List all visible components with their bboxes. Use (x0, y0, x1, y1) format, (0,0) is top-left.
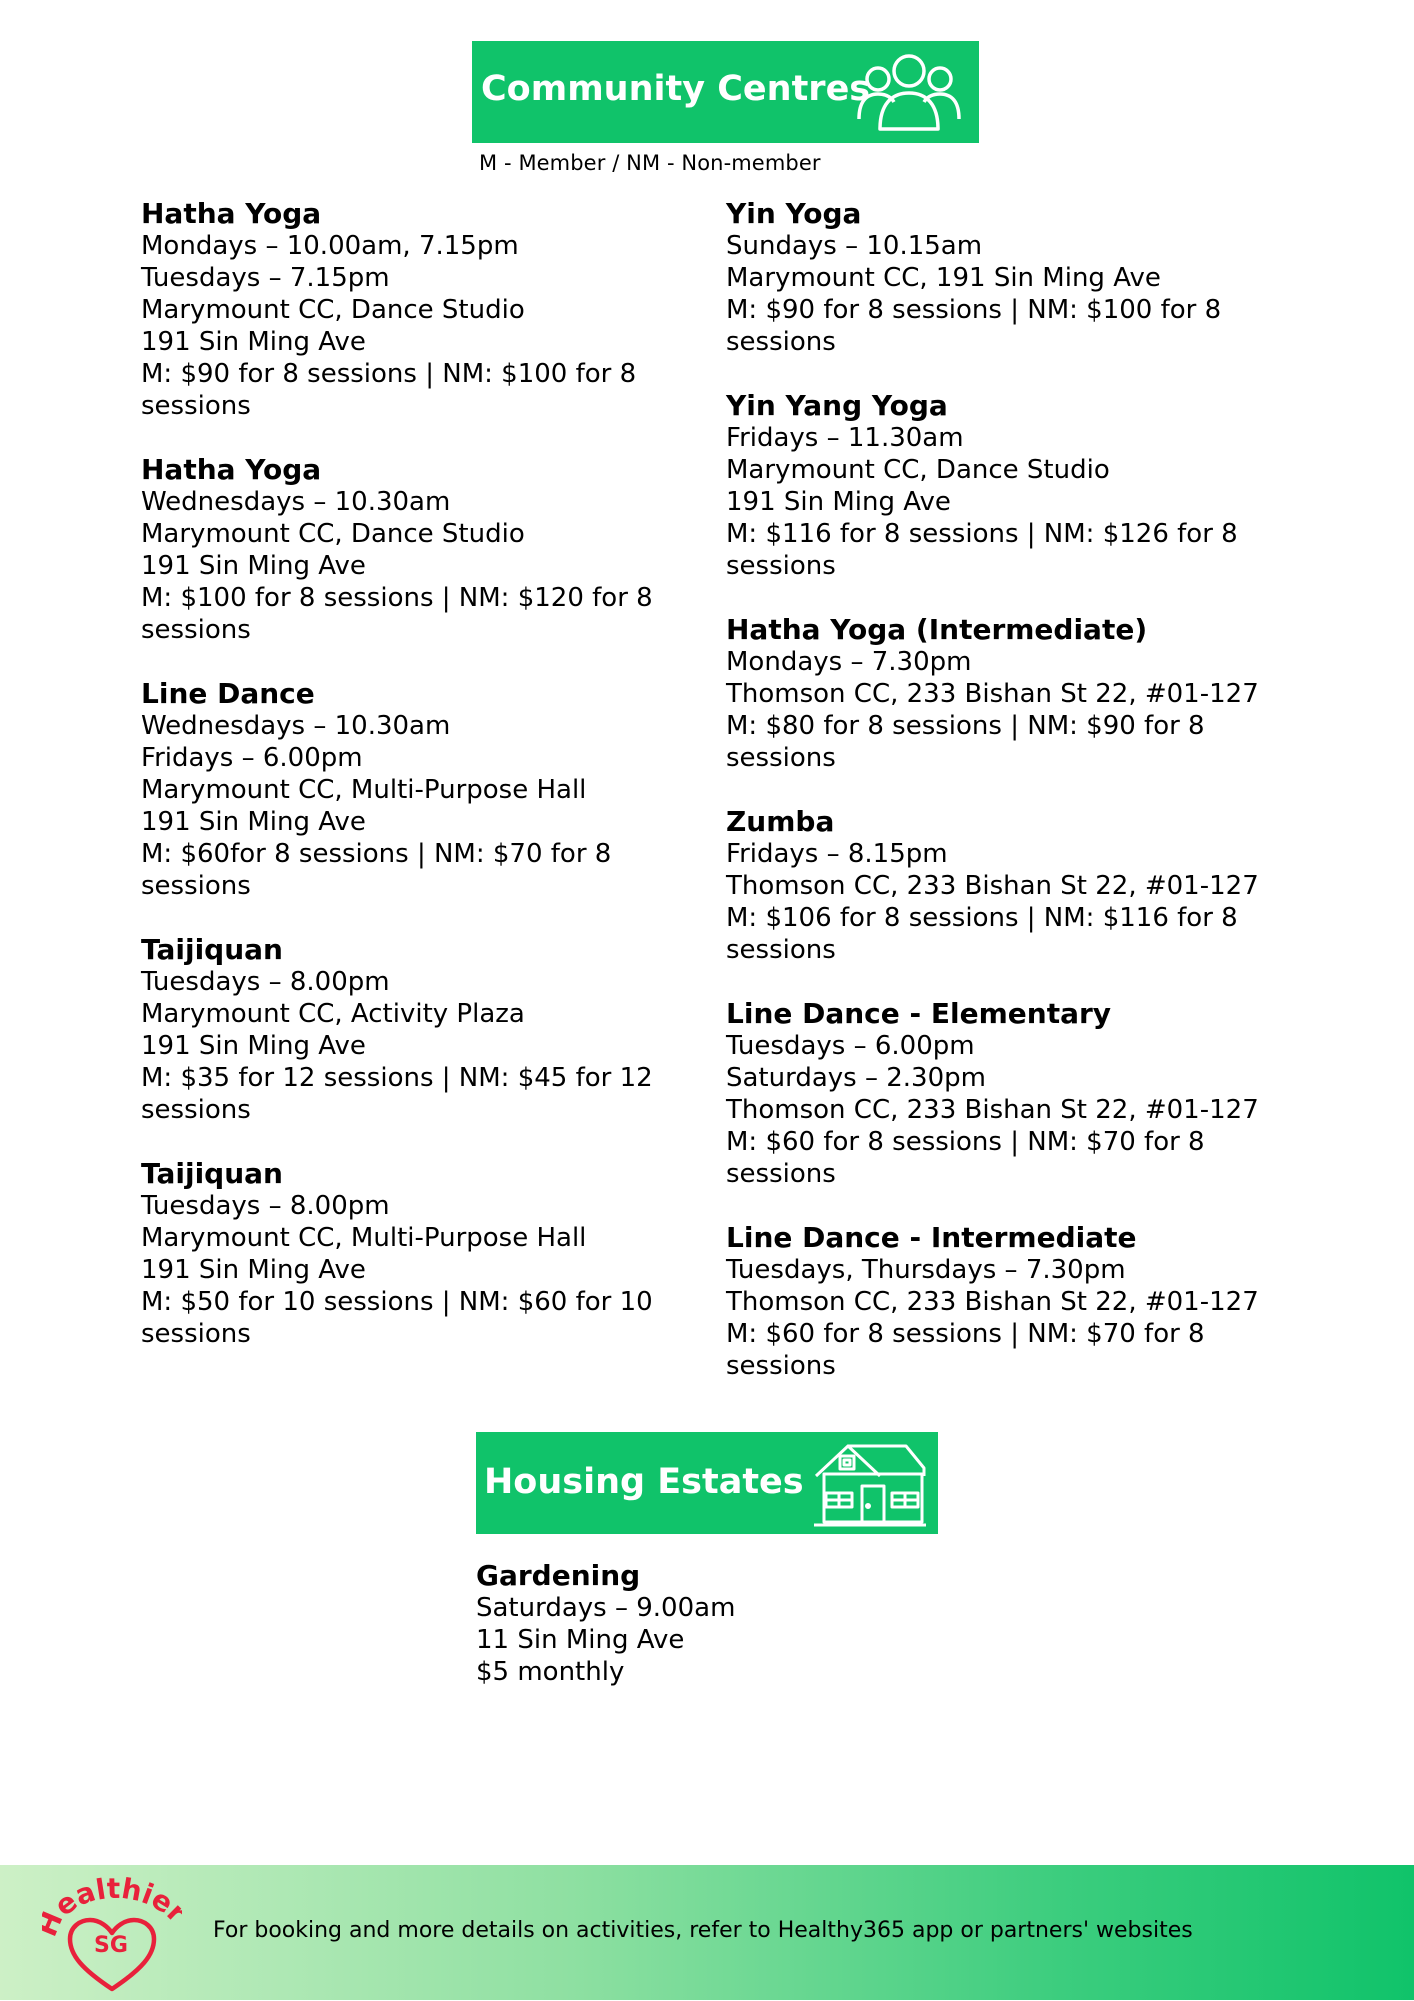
housing-activity-list (476, 1560, 735, 1720)
activity-name: Hatha Yoga (141, 453, 322, 486)
activity-detail: Tuesdays – 7.15pm (141, 263, 390, 293)
activity-detail: Saturdays – 9.00am (476, 1593, 736, 1623)
activity-detail: 191 Sin Ming Ave (141, 1031, 366, 1061)
activity-detail: Thomson CC, 233 Bishan St 22, #01-127 (726, 1287, 1259, 1317)
activity-detail: Tuesdays – 8.00pm (141, 967, 390, 997)
activity-detail: Wednesdays – 10.30am (141, 487, 451, 517)
logo-text: ealthie (48, 1877, 179, 1923)
activity-name: Line Dance (141, 677, 315, 710)
activity-detail: Tuesdays – 8.00pm (141, 1191, 390, 1221)
housing-estates-title: Housing Estates (484, 1462, 804, 1502)
activity-name: Gardening (476, 1559, 641, 1592)
activity-name: Yin Yang Yoga (726, 389, 948, 422)
activity-detail: Marymount CC, Dance Studio (141, 295, 525, 325)
activity-detail: Thomson CC, 233 Bishan St 22, #01-127 (726, 679, 1259, 709)
activity-block (726, 198, 1366, 358)
activity-detail: Tuesdays, Thursdays – 7.30pm (726, 1255, 1126, 1285)
activity-detail: 191 Sin Ming Ave (141, 807, 366, 837)
member-legend: M - Member / NM - Non-member (479, 151, 821, 175)
footer (0, 1865, 1414, 2000)
activity-block (141, 1158, 701, 1350)
activity-detail: Wednesdays – 10.30am (141, 711, 451, 741)
activity-block (141, 934, 701, 1126)
activity-name: Line Dance - Elementary (726, 997, 1112, 1030)
activity-name: Line Dance - Intermediate (726, 1221, 1137, 1254)
activity-block (476, 1560, 735, 1688)
activity-detail: Tuesdays – 6.00pm (726, 1031, 975, 1061)
housing-estates-banner (476, 1432, 938, 1534)
activity-name: Taijiquan (141, 933, 283, 966)
activity-detail: 191 Sin Ming Ave (141, 1255, 366, 1285)
activity-block (726, 614, 1366, 774)
activity-detail: 191 Sin Ming Ave (141, 551, 366, 581)
activity-name: Zumba (726, 805, 835, 838)
activity-price: M: $60 for 8 sessions | NM: $70 for 8 sessions (726, 1319, 1205, 1381)
activity-block (141, 678, 701, 902)
footer-note: For booking and more details on activities, refer to Healthy365 app or partners' websites (213, 1918, 1193, 1943)
community-centres-title: Community Centres (481, 69, 871, 109)
activity-detail: Sundays – 10.15am (726, 231, 983, 261)
activity-price: M: $60for 8 sessions | NM: $70 for 8 sessions (141, 839, 612, 901)
activity-name: Yin Yoga (726, 197, 862, 230)
activity-block (726, 390, 1366, 582)
activity-detail: Marymount CC, Multi-Purpose Hall (141, 1223, 587, 1253)
healthier-sg-logo (42, 1877, 182, 1997)
activity-detail: Fridays – 6.00pm (141, 743, 363, 773)
activity-detail: Marymount CC, 191 Sin Ming Ave (726, 263, 1161, 293)
activity-detail: Mondays – 7.30pm (726, 647, 972, 677)
activity-detail: 11 Sin Ming Ave (476, 1625, 685, 1655)
activity-detail: Marymount CC, Activity Plaza (141, 999, 525, 1029)
activity-detail: Marymount CC, Multi-Purpose Hall (141, 775, 587, 805)
activity-detail: Thomson CC, 233 Bishan St 22, #01-127 (726, 871, 1259, 901)
left-activity-column (141, 198, 701, 1382)
activity-block (141, 454, 701, 646)
right-activity-column (726, 198, 1366, 1414)
activity-detail: Mondays – 10.00am, 7.15pm (141, 231, 519, 261)
activity-price: M: $106 for 8 sessions | NM: $116 for 8 sessions (726, 903, 1238, 965)
house-icon (812, 1438, 928, 1530)
activity-detail: Fridays – 8.15pm (726, 839, 948, 869)
activity-name: Hatha Yoga (Intermediate) (726, 613, 1148, 646)
activity-block (726, 806, 1366, 966)
activity-detail: 191 Sin Ming Ave (141, 327, 366, 357)
activity-price: M: $35 for 12 sessions | NM: $45 for 12 sessions (141, 1063, 653, 1125)
activity-block (726, 998, 1366, 1190)
activity-name: Hatha Yoga (141, 197, 322, 230)
activity-detail: 191 Sin Ming Ave (726, 487, 951, 517)
activity-price: M: $90 for 8 sessions | NM: $100 for 8 sessions (726, 295, 1222, 357)
activity-detail: Thomson CC, 233 Bishan St 22, #01-127 (726, 1095, 1259, 1125)
people-group-icon (856, 47, 962, 135)
activity-detail: Marymount CC, Dance Studio (141, 519, 525, 549)
activity-price: M: $90 for 8 sessions | NM: $100 for 8 sessions (141, 359, 637, 421)
activity-price: M: $116 for 8 sessions | NM: $126 for 8 sessions (726, 519, 1238, 581)
activity-detail: Marymount CC, Dance Studio (726, 455, 1110, 485)
activity-price: M: $60 for 8 sessions | NM: $70 for 8 sessions (726, 1127, 1205, 1189)
activity-detail: Saturdays – 2.30pm (726, 1063, 986, 1093)
activity-detail: Fridays – 11.30am (726, 423, 964, 453)
activity-price: M: $80 for 8 sessions | NM: $90 for 8 sessions (726, 711, 1205, 773)
activity-block (726, 1222, 1366, 1382)
activity-price: M: $50 for 10 sessions | NM: $60 for 10 sessions (141, 1287, 653, 1349)
community-centres-banner (472, 41, 979, 143)
activity-price: M: $100 for 8 sessions | NM: $120 for 8 sessions (141, 583, 653, 645)
activity-block (141, 198, 701, 422)
logo-sg-text: SG (94, 1933, 128, 1958)
activity-name: Taijiquan (141, 1157, 283, 1190)
activity-detail: $5 monthly (476, 1657, 625, 1687)
